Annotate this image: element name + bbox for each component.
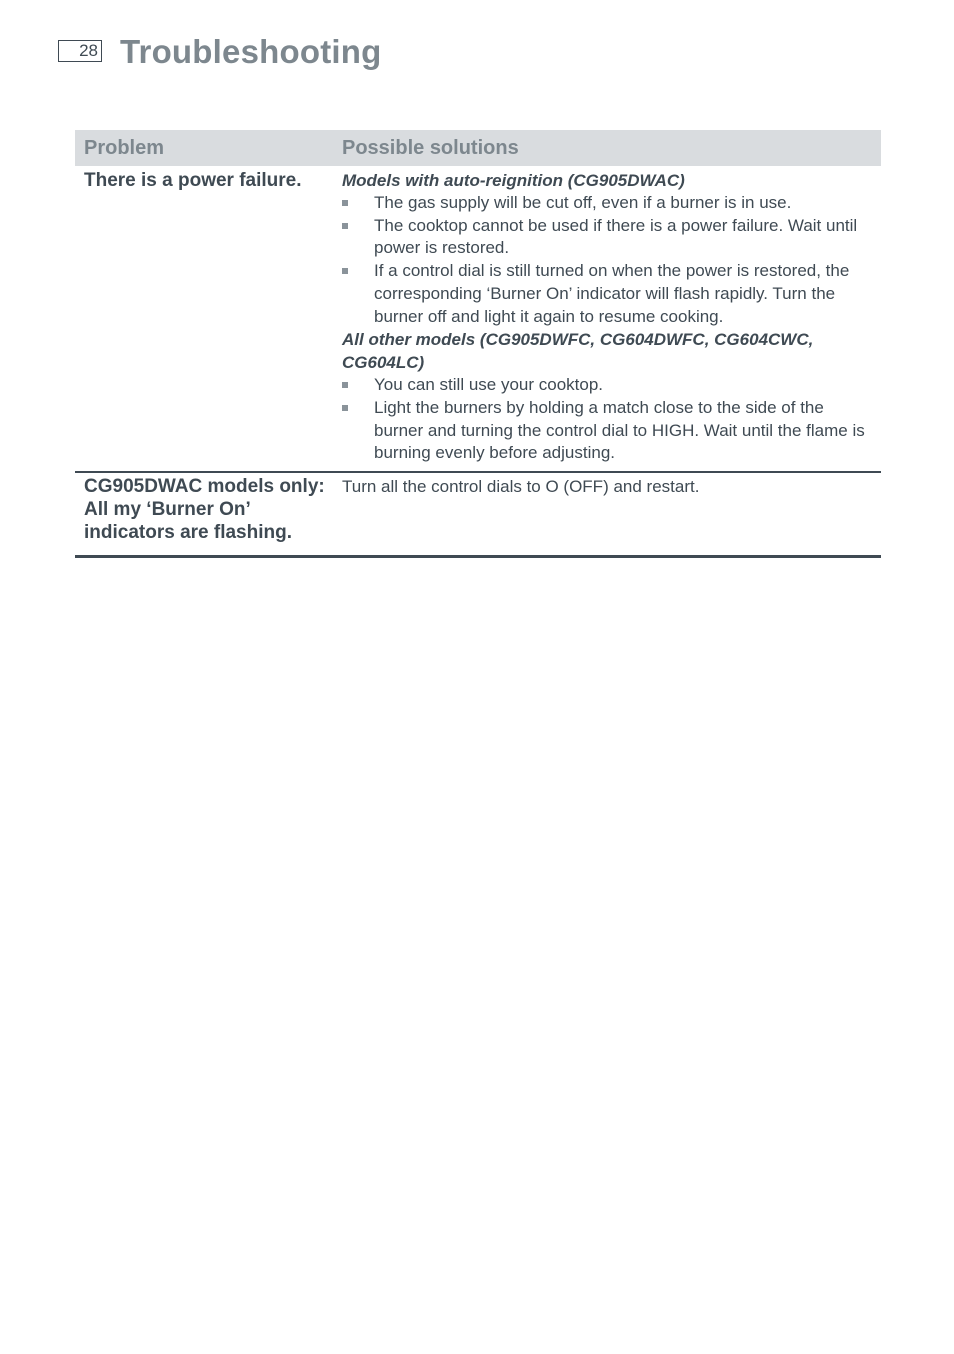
solution-bullet-list (342, 374, 869, 465)
solution-bullet-list (342, 192, 869, 328)
header-possible-solutions: Possible solutions (342, 136, 519, 159)
problem-text: There is a power failure. (84, 170, 302, 191)
square-bullet-icon (342, 382, 348, 388)
bullet-text: If a control dial is still turned on when the power is restored, the corresponding ‘Burner On’ indicator will flash rapidly. Turn the burner off and light it again to resume cooking. (374, 261, 850, 326)
table-header-row (75, 130, 881, 166)
table-row (75, 473, 881, 558)
list-item (342, 374, 869, 397)
list-item (342, 260, 869, 328)
problem-text: CG905DWAC models only: All my ‘Burner On’ indicators are flashing. (84, 476, 325, 544)
table-row (75, 166, 881, 473)
solution-subheading: Models with auto-reignition (CG905DWAC) (342, 171, 685, 190)
solution-cell (333, 475, 881, 555)
square-bullet-icon (342, 200, 348, 206)
bullet-text: The cooktop cannot be used if there is a power failure. Wait until power is restored. (374, 215, 858, 258)
list-item (342, 397, 869, 465)
solution-cell (333, 169, 881, 465)
square-bullet-icon (342, 268, 348, 274)
troubleshooting-table (75, 130, 881, 558)
page-title: Troubleshooting (120, 33, 382, 70)
list-item (342, 215, 869, 260)
square-bullet-icon (342, 405, 348, 411)
square-bullet-icon (342, 223, 348, 229)
problem-cell (75, 475, 333, 555)
solution-text: Turn all the control dials to O (OFF) and restart. (342, 477, 700, 497)
bullet-text: Light the burners by holding a match close to the side of the burner and turning the control dial to HIGH. Wait until the flame is burning evenly before adjusting. (374, 397, 865, 463)
solution-subheading: All other models (CG905DWFC, CG604DWFC, CG604CWC, CG604LC) (342, 330, 814, 373)
bullet-text: You can still use your cooktop. (374, 375, 604, 395)
page-number: 28 (58, 40, 102, 62)
bullet-text: The gas supply will be cut off, even if a burner is in use. (374, 193, 792, 212)
list-item (342, 192, 869, 215)
problem-cell (75, 169, 333, 465)
header-problem: Problem (84, 136, 165, 159)
